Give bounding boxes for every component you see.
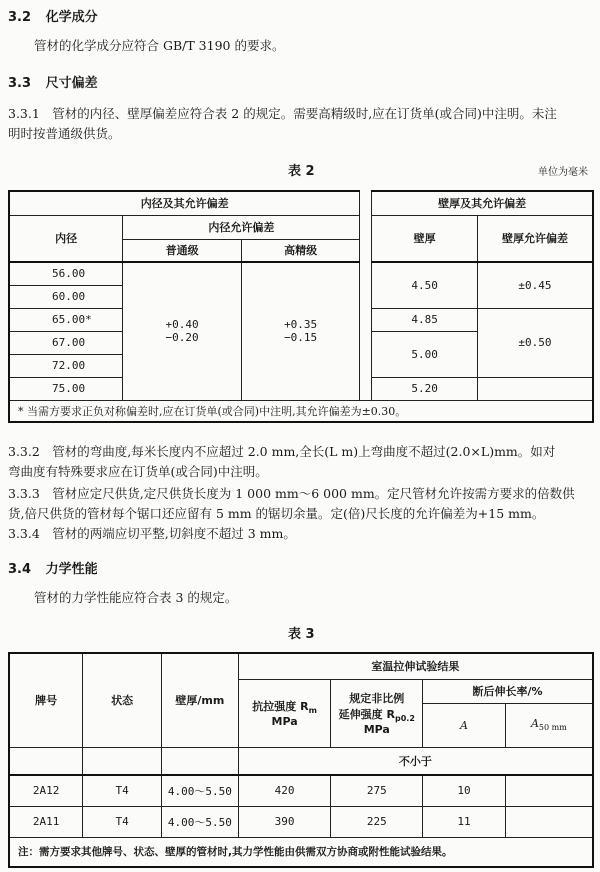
th-A50	[505, 703, 593, 747]
para-3-3-3-line1: 3.3.3 管材应定尺供货,定尺供货长度为 1 000 mm～6 000 mm。定尺管材允许按需方要求的倍数供	[8, 486, 575, 501]
subscript: p0.2	[394, 714, 415, 724]
table-2-title: 表 2	[288, 164, 315, 179]
cell-thickness: 4.50	[372, 262, 478, 308]
cell-id: 72.00	[9, 354, 123, 377]
th-room-temp-tensile: 室温拉伸试验结果	[238, 653, 593, 679]
label-line1: 规定非比例	[349, 691, 405, 705]
th-high: 高精级	[241, 239, 360, 262]
unit: MPa	[363, 723, 390, 737]
section-3-2-heading	[8, 6, 98, 25]
cell-rm: 420	[238, 775, 331, 806]
para-3-3-2-line2: 弯曲度有特殊要求应在订货单(或合同)中注明。	[8, 464, 268, 479]
table-3-note: 注：需方要求其他牌号、状态、壁厚的管材时,其力学性能由供需双方协商或附性能试验结果。	[9, 837, 593, 867]
cell-wall: 4.00～5.50	[161, 806, 238, 837]
section-number: 3.3	[8, 76, 32, 91]
cell-id: 56.00	[9, 262, 123, 285]
table-2	[8, 190, 594, 423]
cell-normal-tol	[123, 262, 242, 400]
cell-id: 65.00*	[9, 308, 123, 331]
para-3-3-4: 3.3.4 管材的两端应切平整,切斜度不超过 3 mm。	[8, 526, 296, 541]
th-thickness-tol: 壁厚允许偏差	[477, 215, 593, 262]
th-inner-dia: 内径	[9, 215, 123, 262]
section-title: 化学成分	[45, 10, 98, 25]
cell-empty	[477, 377, 593, 400]
section-number: 3.2	[8, 10, 32, 25]
cell-thickness: 5.00	[372, 331, 478, 377]
tol-plus: +0.35	[284, 318, 318, 332]
th-grade: 牌号	[9, 653, 83, 747]
cell-rp: 225	[331, 806, 423, 837]
th-thickness: 壁厚	[372, 215, 478, 262]
cell-rm: 390	[238, 806, 331, 837]
cell-empty	[161, 747, 238, 775]
th-wall-group: 壁厚及其允许偏差	[372, 191, 593, 215]
label: 抗拉强度 R	[252, 699, 309, 713]
table-3-title: 表 3	[288, 627, 315, 642]
para-3-3-1-line1: 3.3.1 管材的内径、壁厚偏差应符合表 2 的规定。需要高精级时,应在订货单(或合同)中注明。未注	[8, 106, 557, 121]
para-3-3-2-line1: 3.3.2 管材的弯曲度,每米长度内不应超过 2.0 mm,全长(L m)上弯曲度不超过(2.0×L)mm。如对	[8, 444, 556, 459]
th-elongation: 断后伸长率/%	[423, 679, 593, 703]
cell-wall: 4.00～5.50	[161, 775, 238, 806]
cell-high-tol	[241, 262, 360, 400]
cell-thickness: 5.20	[372, 377, 478, 400]
para-3-3-1-line2: 明时按普通级供货。	[8, 126, 121, 141]
section-3-4-text: 管材的力学性能应符合表 3 的规定。	[34, 590, 238, 605]
tol-minus: −0.20	[165, 331, 199, 345]
cell-state: T4	[83, 806, 162, 837]
cell-a50	[505, 806, 593, 837]
cell-id: 75.00	[9, 377, 123, 400]
section-title: 尺寸偏差	[45, 76, 98, 91]
unit: MPa	[271, 715, 298, 729]
cell-a50	[505, 775, 593, 806]
table-2-footnote: * 当需方要求正负对称偏差时,应在订货单(或合同)中注明,其允许偏差为±0.30。	[9, 400, 593, 422]
para-3-3-3-line2: 货,倍尺供货的管材每个锯口还应留有 5 mm 的锯切余量。定(倍)尺长度的允许偏差为+15 mm。	[8, 506, 545, 521]
section-title: 力学性能	[45, 562, 98, 577]
cell-empty	[83, 747, 162, 775]
th-state: 状态	[83, 653, 162, 747]
label: A	[530, 717, 539, 731]
th-normal: 普通级	[123, 239, 242, 262]
th-inner-dia-group: 内径及其允许偏差	[9, 191, 360, 215]
cell-rp: 275	[331, 775, 423, 806]
tol-plus: +0.40	[165, 318, 199, 332]
section-3-2-text: 管材的化学成分应符合 GB/T 3190 的要求。	[34, 38, 285, 53]
subscript: m	[308, 706, 317, 716]
cell-state: T4	[83, 775, 162, 806]
th-tensile-strength	[238, 679, 331, 747]
cell-grade: 2A11	[9, 806, 83, 837]
cell-id: 67.00	[9, 331, 123, 354]
cell-thickness: 4.85	[372, 308, 478, 331]
cell-id: 60.00	[9, 285, 123, 308]
cell-a: 11	[423, 806, 506, 837]
th-inner-dia-tol: 内径允许偏差	[123, 215, 360, 239]
section-3-3-heading	[8, 72, 98, 91]
th-wall: 壁厚/mm	[161, 653, 238, 747]
subscript: 50 mm	[538, 723, 567, 733]
table-gap	[360, 191, 372, 400]
tol-minus: −0.15	[284, 331, 318, 345]
cell-thickness-tol: ±0.45	[477, 262, 593, 308]
label-line2: 延伸强度 R	[338, 707, 395, 721]
table-2-unit: 单位为毫米	[538, 167, 588, 178]
cell-empty	[9, 747, 83, 775]
cell-thickness-tol: ±0.50	[477, 308, 593, 377]
cell-a: 10	[423, 775, 506, 806]
table-3	[8, 652, 594, 868]
cell-grade: 2A12	[9, 775, 83, 806]
section-number: 3.4	[8, 562, 32, 577]
section-3-4-heading	[8, 558, 98, 577]
th-A: A	[423, 703, 506, 747]
th-yield-strength	[331, 679, 423, 747]
th-min: 不小于	[238, 747, 593, 775]
